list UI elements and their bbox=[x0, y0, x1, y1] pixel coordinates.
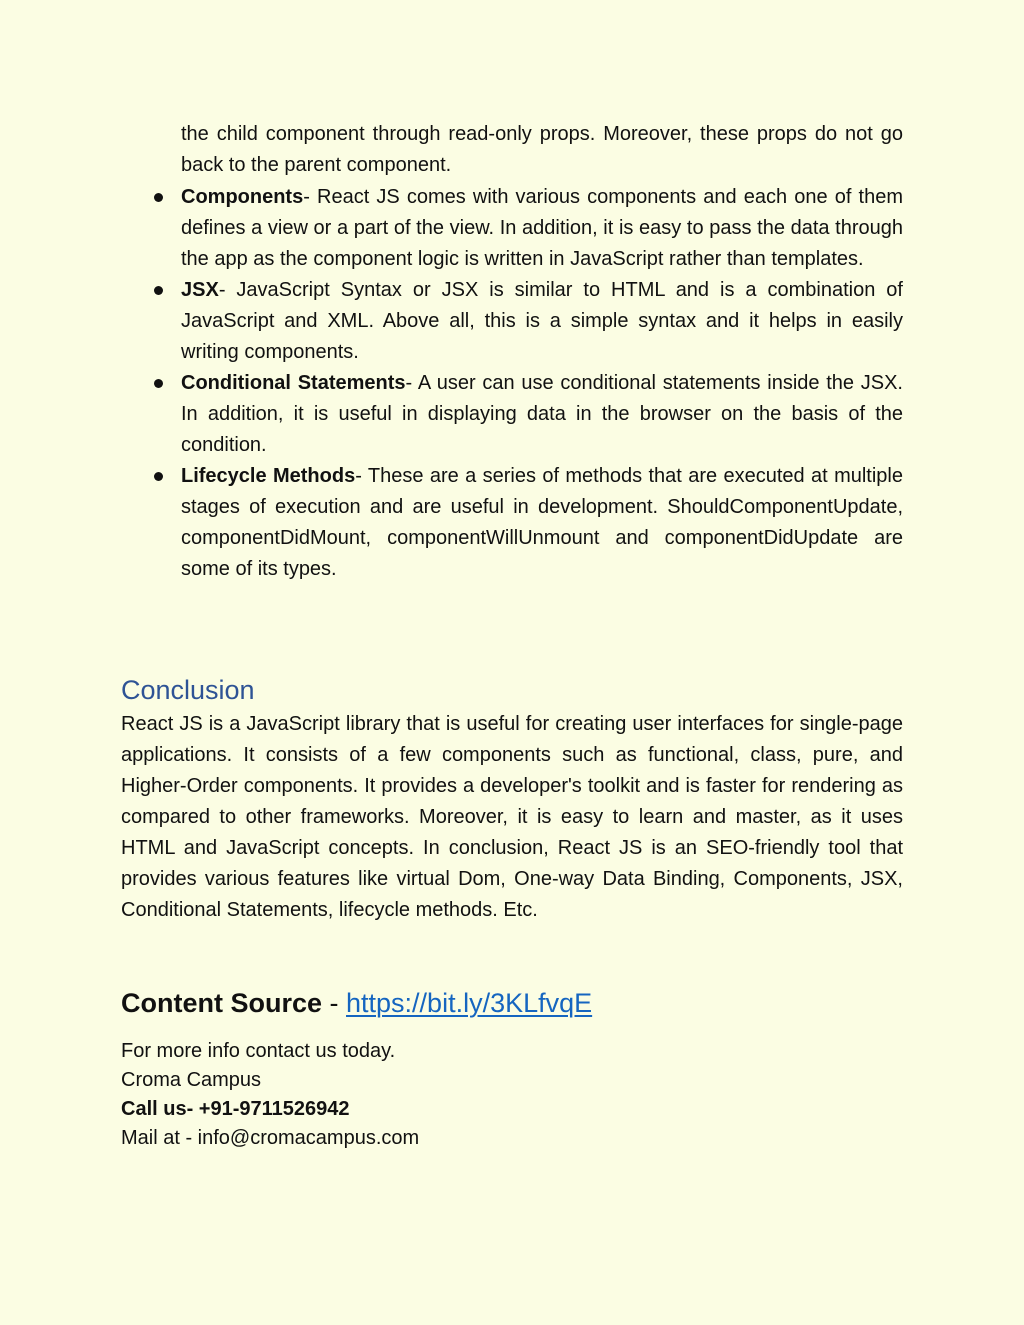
bullet-icon bbox=[154, 379, 163, 388]
content-source-line bbox=[121, 984, 592, 1022]
conclusion-paragraph: React JS is a JavaScript library that is useful for creating user interfaces for single-page applications. It consists of a few components such as functional, class, pure, and Higher-Order components. It provides a developer's toolkit and is faster for rendering as compared to other frameworks. Moreover, it is easy to learn and master, as it uses HTML and JavaScript concepts. In conclusion, React JS is an SEO-friendly tool that provides various features like virtual Dom, One-way Data Binding, Components, JSX, Conditional Statements, lifecycle methods. Etc. bbox=[121, 713, 903, 921]
content-source-separator: - bbox=[322, 988, 347, 1018]
company-name: Croma Campus bbox=[121, 1069, 262, 1091]
feature-item-lifecycle-methods bbox=[140, 461, 903, 585]
feature-title: Conditional Statements bbox=[181, 372, 406, 394]
content-source-label: Content Source bbox=[121, 988, 323, 1018]
feature-description: - JavaScript Syntax or JSX is similar to HTML and is a combination of JavaScript and XML. Above all, this is a simple syntax and it helps in easily writing components. bbox=[181, 279, 903, 363]
feature-title: Lifecycle Methods bbox=[181, 465, 356, 487]
feature-description: - React JS comes with various components and each one of them defines a view or a part of the view. In addition, it is easy to pass the data through the app as the component logic is written in JavaScript rather than templates. bbox=[181, 186, 903, 270]
mail-address: Mail at - info@cromacampus.com bbox=[121, 1127, 420, 1149]
intro-continuation-text: the child component through read-only props. Moreover, these props do not go back to the parent component. bbox=[181, 123, 903, 176]
conclusion-heading: Conclusion bbox=[121, 675, 255, 705]
contact-intro: For more info contact us today. bbox=[121, 1040, 396, 1062]
feature-item-components bbox=[140, 182, 903, 275]
bullet-icon bbox=[154, 472, 163, 481]
feature-item-conditional-statements bbox=[140, 368, 903, 461]
feature-description: - A user can use conditional statements inside the JSX. In addition, it is useful in displaying data in the browser on the basis of the condition. bbox=[181, 372, 903, 456]
content-source-link[interactable]: https://bit.ly/3KLfvqE bbox=[346, 988, 593, 1018]
feature-title: JSX bbox=[181, 279, 219, 301]
bullet-icon bbox=[154, 193, 163, 202]
phone-number: Call us- +91-9711526942 bbox=[121, 1098, 350, 1120]
features-list bbox=[140, 182, 903, 585]
feature-item-jsx bbox=[140, 275, 903, 368]
feature-description: - These are a series of methods that are executed at multiple stages of execution and are useful in development. ShouldComponentUpdate, componentDidMount, componentWillUnmount and componentDidUpdate are some of its types. bbox=[181, 465, 903, 580]
contact-block bbox=[121, 1037, 419, 1153]
feature-title: Components bbox=[181, 186, 304, 208]
bullet-icon bbox=[154, 286, 163, 295]
